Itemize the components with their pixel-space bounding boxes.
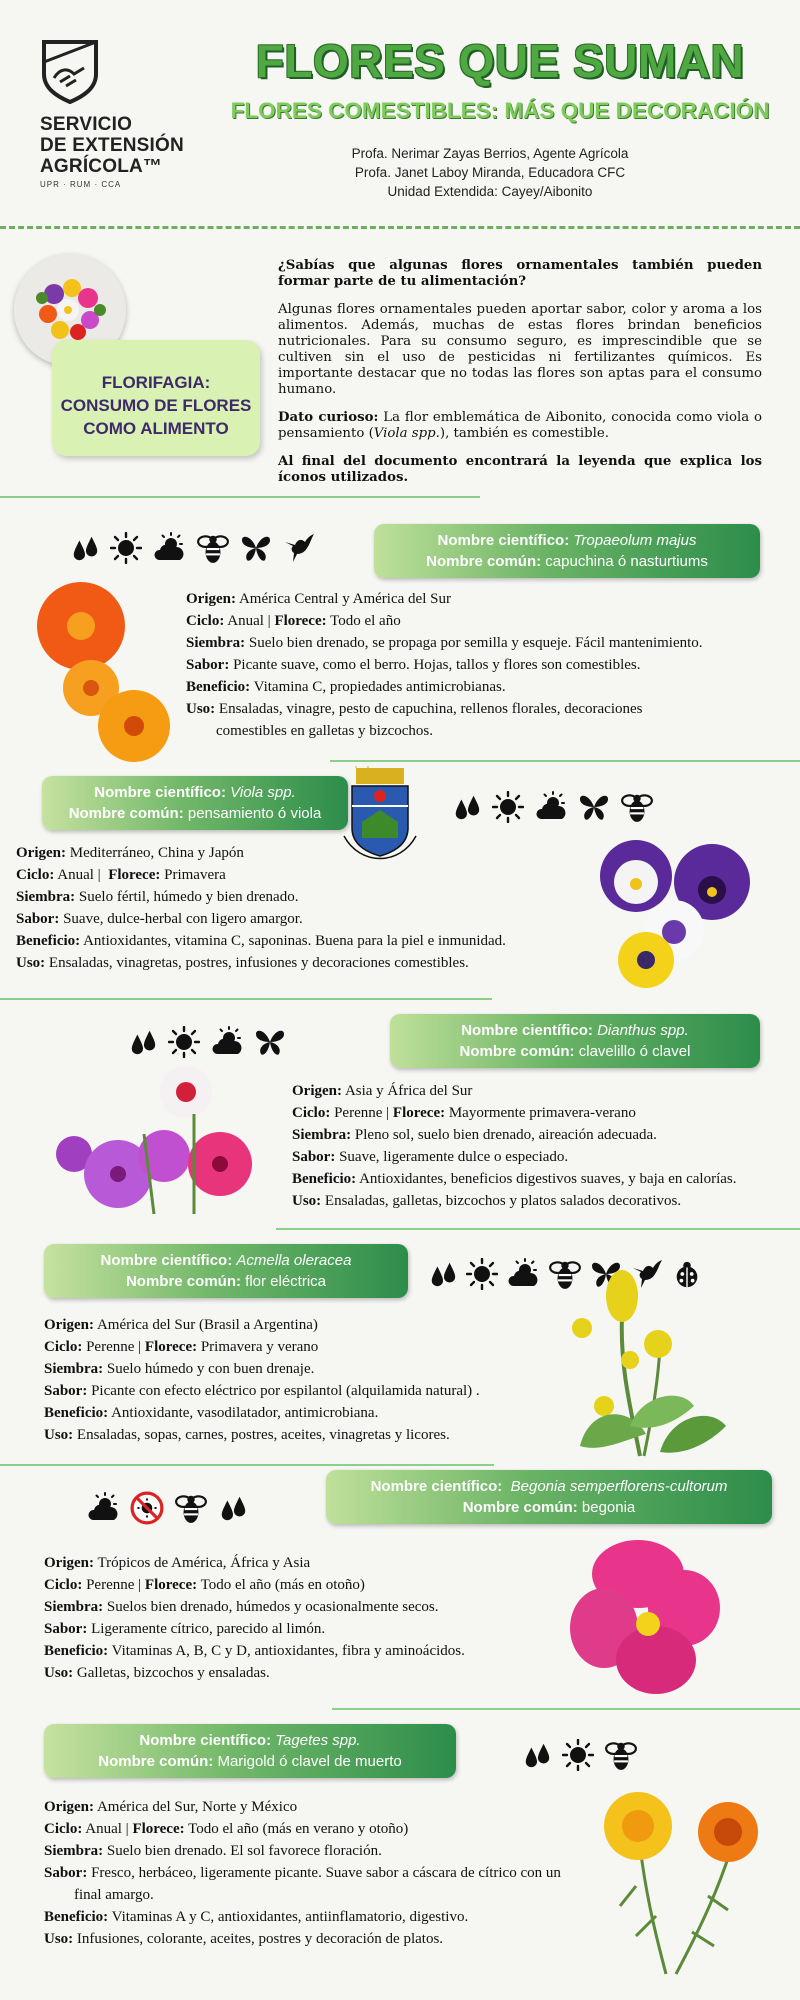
species-info [44, 1314, 564, 1446]
shield-handshake-icon [40, 38, 100, 104]
logo-text: SERVICIO DE EXTENSIÓN AGRÍCOLA™ [40, 114, 184, 177]
benefit-row: Beneficio: Vitaminas A, B, C y D, antioxidantes, fibra y aminoácidos. [44, 1643, 465, 1659]
common-name: pensamiento ó viola [187, 805, 322, 822]
species-badge: Nombre científico: Acmella oleracea Nombre común: flor eléctrica [44, 1244, 408, 1298]
pansy-photo [588, 834, 760, 994]
sowing-row: Siembra: Suelo bien drenado. El sol favorece floración. [44, 1843, 382, 1859]
sun-icon [168, 1026, 200, 1058]
section-divider [332, 1708, 800, 1710]
species-badge: Nombre científico: Dianthus spp. Nombre común: clavelillo ó clavel [390, 1014, 760, 1068]
sowing-row: Siembra: Suelo fértil, húmedo y bien drenado. [16, 889, 299, 905]
butterfly-icon [578, 791, 610, 823]
scientific-name: Tagetes spp. [275, 1732, 361, 1749]
partial-sun-icon [86, 1492, 120, 1524]
no-full-sun-icon [130, 1491, 164, 1525]
flavor-row: Sabor: Suave, ligeramente dulce o especiado. [292, 1149, 569, 1165]
species-info [44, 1796, 564, 1950]
begonia-photo [566, 1538, 730, 1698]
growing-icons [86, 1490, 248, 1526]
authors [300, 144, 680, 201]
bee-icon [604, 1738, 638, 1772]
sun-icon [562, 1739, 594, 1771]
butterfly-icon [240, 532, 272, 564]
acmella-photo [560, 1256, 730, 1462]
flavor-row: Sabor: Picante suave, como el berro. Hojas, tallos y flores son comestibles. [186, 657, 641, 673]
water-drops-icon [70, 532, 100, 564]
water-drops-icon [452, 791, 482, 823]
bee-icon [620, 790, 654, 824]
use-row: Uso: Ensaladas, sopas, carnes, postres, aceites, vinagretas y licores. [44, 1427, 450, 1443]
water-drops-icon [218, 1492, 248, 1524]
flavor-row: Sabor: Picante con efecto eléctrico por espilantol (alquilamida natural) . [44, 1383, 480, 1399]
hummingbird-icon [282, 532, 316, 564]
header-divider [0, 226, 800, 229]
flavor-row: Sabor: Ligeramente cítrico, parecido al limón. [44, 1621, 326, 1637]
use-row: Uso: Ensaladas, vinagretas, postres, infusiones y decoraciones comestibles. [16, 955, 469, 971]
section-divider [0, 1464, 494, 1466]
partial-sun-icon [506, 1258, 540, 1290]
water-drops-icon [128, 1026, 158, 1058]
species-info [44, 1552, 564, 1684]
benefit-row: Beneficio: Vitaminas A y C, antioxidantes, antiinflamatorio, digestivo. [44, 1909, 469, 1925]
growing-icons [452, 790, 654, 824]
section-divider [330, 760, 800, 762]
benefit-row: Beneficio: Antioxidantes, beneficios digestivos suaves, y baja en calorías. [292, 1171, 737, 1187]
section-divider [276, 1228, 800, 1230]
florifagia-title: FLORIFAGIA: CONSUMO DE FLORES COMO ALIMENTO [60, 372, 252, 438]
origin-row: Origen: Asia y África del Sur [292, 1083, 473, 1099]
flavor-row: Sabor: Fresco, herbáceo, ligeramente picante. Suave sabor a cáscara de cítrico con un final amargo. [44, 1865, 561, 1903]
origin-row: Origen: América del Sur, Norte y México [44, 1799, 298, 1815]
sowing-row: Siembra: Suelos bien drenado, húmedos y ocasionalmente secos. [44, 1599, 439, 1615]
common-name: capuchina ó nasturtiums [545, 553, 708, 570]
origin-row: Origen: Trópicos de América, África y Asia [44, 1555, 311, 1571]
origin-row: Origen: América Central y América del Sur [186, 591, 451, 607]
cycle-row: Ciclo: Anual | Florece: Todo el año [186, 613, 401, 629]
butterfly-icon [254, 1026, 286, 1058]
use-row: Uso: Ensaladas, vinagre, pesto de capuchina, rellenos florales, decoraciones comestibles en galletas y bizcochos. [186, 701, 643, 739]
intro-body: Algunas flores ornamentales pueden aportar sabor, color y aroma a los alimentos. Además, muchas de estas flores brindan beneficios nutricionales. Para su consumo seguro, es imprescindible que se cultiven sin el uso de pesticidas ni fertilizantes químicos. Es importante destacar que no todas las flores son aptas para el consumo humano. [278, 302, 762, 397]
benefit-row: Beneficio: Vitamina C, propiedades antimicrobianas. [186, 679, 506, 695]
origin-row: Origen: Mediterráneo, China y Japón [16, 845, 244, 861]
species-badge: Nombre científico: Tropaeolum majus Nombre común: capuchina ó nasturtiums [374, 524, 760, 578]
growing-icons [522, 1738, 638, 1772]
bee-icon [174, 1490, 208, 1526]
cycle-row: Ciclo: Anual | Florece: Todo el año (más en verano y otoño) [44, 1821, 409, 1837]
author-line: Profa. Janet Laboy Miranda, Educadora CFC [354, 165, 626, 180]
legend-note: Al final del documento encontrará la leyenda que explica los íconos utilizados. [278, 454, 762, 485]
bee-icon [196, 530, 230, 566]
dianthus-photo [44, 1064, 258, 1224]
common-name: begonia [581, 1499, 636, 1516]
florifagia-card [52, 340, 260, 456]
common-name: Marigold ó clavel de muerto [217, 1753, 402, 1770]
author-line: Unidad Extendida: Cayey/Aibonito [387, 184, 593, 199]
common-name: flor eléctrica [245, 1273, 327, 1290]
sun-icon [492, 791, 524, 823]
common-name: clavelillo ó clavel [578, 1043, 691, 1060]
use-row: Uso: Ensaladas, galletas, bizcochos y platos salados decorativos. [292, 1193, 682, 1209]
scientific-name: Begonia semperflorens-cultorum [510, 1478, 728, 1495]
partial-sun-icon [210, 1026, 244, 1058]
use-row: Uso: Infusiones, colorante, aceites, postres y decoración de platos. [44, 1931, 444, 1947]
page-subtitle: FLORES COMESTIBLES: MÁS QUE DECORACIÓN [230, 98, 770, 123]
flavor-row: Sabor: Suave, dulce-herbal con ligero amargor. [16, 911, 303, 927]
scientific-name: Acmella oleracea [236, 1252, 352, 1269]
growing-icons [128, 1026, 286, 1058]
use-row: Uso: Galletas, bizcochos y ensaladas. [44, 1665, 270, 1681]
sea-logo [40, 38, 200, 189]
section-divider [0, 998, 492, 1000]
species-badge: Nombre científico: Begonia semperflorens-cultorum Nombre común: begonia [326, 1470, 772, 1524]
logo-subtext: UPR · RUM · CCA [40, 180, 122, 189]
section-divider [0, 496, 480, 498]
species-info [16, 842, 576, 974]
marigold-photo [596, 1786, 766, 1976]
scientific-name: Dianthus spp. [597, 1022, 689, 1039]
growing-icons [70, 530, 316, 566]
species-info [292, 1080, 792, 1212]
benefit-row: Beneficio: Antioxidantes, vitamina C, saponinas. Buena para la piel e inmunidad. [16, 933, 506, 949]
cycle-row: Ciclo: Anual | Florece: Primavera [16, 867, 226, 883]
page-title: FLORES QUE SUMAN [255, 35, 745, 87]
water-drops-icon [522, 1739, 552, 1771]
scientific-name: Viola spp. [230, 784, 296, 801]
cycle-row: Ciclo: Perenne | Florece: Todo el año (más en otoño) [44, 1577, 365, 1593]
intro-question: ¿Sabías que algunas flores ornamentales también pueden formar parte de tu alimentación? [278, 258, 762, 289]
author-line: Profa. Nerimar Zayas Berrios, Agente Agrícola [351, 146, 629, 161]
sowing-row: Siembra: Suelo bien drenado, se propaga por semilla y esqueje. Fácil mantenimiento. [186, 635, 703, 651]
sun-icon [110, 532, 142, 564]
sowing-row: Siembra: Pleno sol, suelo bien drenado, aireación adecuada. [292, 1127, 657, 1143]
species-info [186, 588, 766, 742]
species-badge: Nombre científico: Tagetes spp. Nombre común: Marigold ó clavel de muerto [44, 1724, 456, 1778]
partial-sun-icon [152, 532, 186, 564]
sun-icon [466, 1258, 498, 1290]
cycle-row: Ciclo: Perenne | Florece: Primavera y verano [44, 1339, 319, 1355]
intro-fact: Dato curioso: La flor emblemática de Aibonito, conocida como viola o pensamiento (Viola spp.), también es comestible. [278, 410, 762, 441]
benefit-row: Beneficio: Antioxidante, vasodilatador, antimicrobiana. [44, 1405, 379, 1421]
scientific-name: Tropaeolum majus [573, 532, 697, 549]
origin-row: Origen: América del Sur (Brasil a Argentina) [44, 1317, 318, 1333]
intro-text [278, 258, 762, 498]
partial-sun-icon [534, 791, 568, 823]
species-badge: Nombre científico: Viola spp. Nombre común: pensamiento ó viola [42, 776, 348, 830]
nasturtium-photo [26, 576, 176, 766]
cycle-row: Ciclo: Perenne | Florece: Mayormente primavera-verano [292, 1105, 636, 1121]
water-drops-icon [428, 1258, 458, 1290]
sowing-row: Siembra: Suelo húmedo y con buen drenaje. [44, 1361, 315, 1377]
